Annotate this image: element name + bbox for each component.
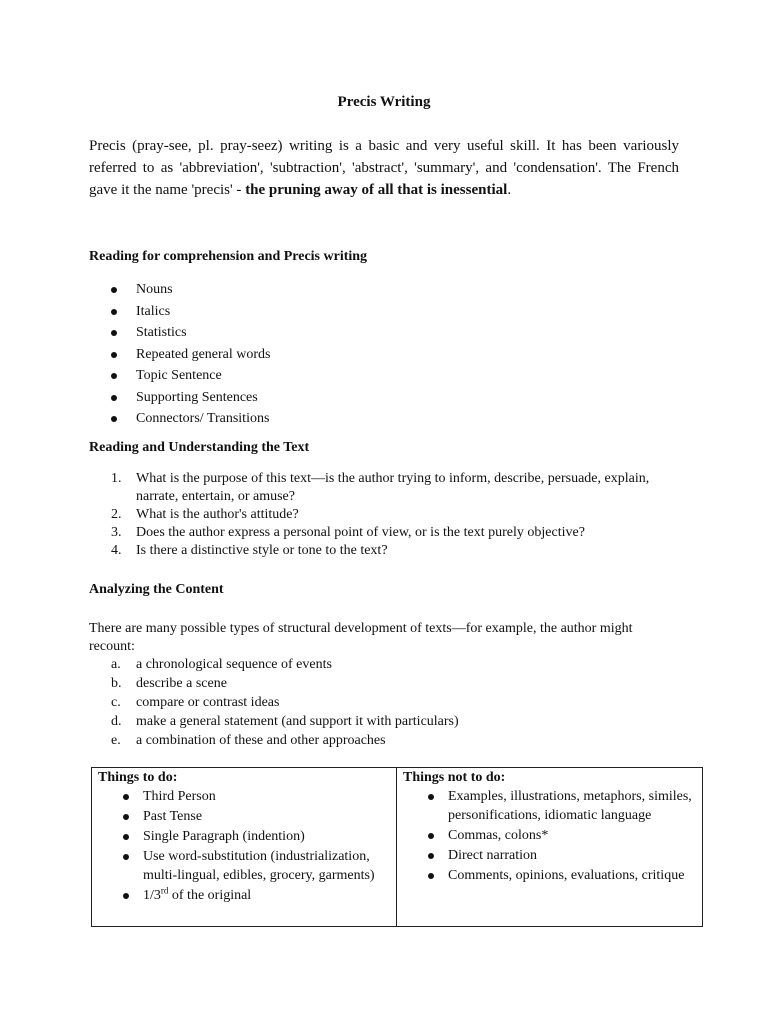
dos-and-donts-table	[91, 767, 703, 927]
comprehension-list	[89, 279, 271, 430]
list-item	[89, 542, 679, 560]
list-item-text: Commas, colons*	[448, 828, 549, 843]
things-to-do-heading: Things to do:	[98, 770, 178, 785]
page-title: Precis Writing	[337, 94, 431, 110]
bullet-icon	[123, 834, 129, 840]
section-heading-comprehension: Reading for comprehension and Precis writing	[89, 249, 368, 264]
list-item-text: 1/3	[143, 888, 161, 903]
bullet-icon	[428, 873, 434, 879]
list-item-marker: 3.	[111, 525, 122, 540]
list-item-text: compare or contrast ideas	[136, 695, 280, 710]
list-item-marker: a.	[111, 657, 121, 672]
list-item-marker: 1.	[111, 471, 122, 486]
things-not-to-do-list	[403, 787, 696, 885]
bullet-icon	[123, 794, 129, 800]
list-item	[403, 787, 696, 825]
list-item	[89, 506, 679, 524]
bullet-icon	[111, 287, 117, 293]
section-heading-understanding: Reading and Understanding the Text	[89, 440, 310, 455]
list-item-text: Direct narration	[448, 848, 538, 863]
list-item-marker: 4.	[111, 543, 122, 558]
list-item-marker: e.	[111, 733, 121, 748]
list-item	[89, 655, 679, 674]
things-not-to-do-column	[397, 768, 702, 926]
list-item-marker: b.	[111, 676, 122, 691]
structure-types-list	[89, 655, 679, 750]
list-item	[403, 846, 696, 865]
bullet-icon	[111, 330, 117, 336]
list-item	[89, 693, 679, 712]
list-item-text: Is there a distinctive style or tone to the text?	[136, 543, 388, 558]
list-item-text: Examples, illustrations, metaphors, similes, personifications, idiomatic language	[448, 789, 692, 823]
list-item	[89, 344, 271, 366]
list-item-marker: d.	[111, 714, 122, 729]
list-item-text: a chronological sequence of events	[136, 657, 332, 672]
intro-text: Precis (pray-see, pl. pray-seez) writing is a basic and very useful skill. It has been variously referred to as 'abbreviation', 'subtraction', 'abstract', 'summary', and 'condensation'. The French gave it the name 'precis' -	[89, 138, 679, 198]
list-item	[89, 470, 679, 506]
list-item	[89, 524, 679, 542]
list-item-marker: 2.	[111, 507, 122, 522]
list-item-text: Past Tense	[143, 809, 203, 824]
list-item-text-tail: of the original	[168, 888, 252, 903]
list-item-text: Connectors/ Transitions	[136, 411, 270, 426]
bullet-icon	[111, 373, 117, 379]
list-item-text: a combination of these and other approaches	[136, 733, 386, 748]
list-item-text: What is the author's attitude?	[136, 507, 299, 522]
list-item	[98, 886, 390, 905]
list-item-superscript: rd	[160, 885, 169, 896]
intro-bold-text: the pruning away of all that is inessential	[245, 182, 508, 198]
list-item	[89, 408, 271, 430]
list-item-text: Nouns	[136, 282, 173, 297]
bullet-icon	[111, 352, 117, 358]
section-heading-analyzing: Analyzing the Content	[89, 582, 224, 597]
list-item	[89, 301, 271, 323]
list-item-text: Use word-substitution (industrialization, multi-lingual, edibles, grocery, garments)	[143, 849, 375, 883]
list-item-text: Supporting Sentences	[136, 389, 258, 405]
understanding-list	[89, 470, 679, 560]
list-item-text: Does the author express a personal point of view, or is the text purely objective?	[136, 525, 585, 540]
bullet-icon	[123, 854, 129, 860]
bullet-icon	[111, 395, 117, 401]
list-item-text: Repeated general words	[136, 346, 271, 362]
bullet-icon	[111, 416, 117, 422]
bullet-icon	[111, 309, 117, 315]
things-to-do-list	[98, 787, 390, 905]
bullet-icon	[428, 833, 434, 839]
list-item	[98, 787, 390, 806]
list-item-text: Statistics	[136, 325, 187, 340]
intro-paragraph	[89, 135, 679, 201]
list-item	[89, 322, 271, 344]
bullet-icon	[428, 853, 434, 859]
list-item-marker: c.	[111, 695, 121, 710]
list-item	[89, 387, 271, 409]
bullet-icon	[123, 893, 129, 899]
list-item-text: Third Person	[143, 789, 216, 804]
analyzing-paragraph: There are many possible types of structural development of texts—for example, the author might recount:	[89, 621, 633, 654]
list-item	[403, 866, 696, 885]
bullet-icon	[123, 814, 129, 820]
list-item-text: Comments, opinions, evaluations, critique	[448, 868, 685, 883]
things-not-to-do-heading: Things not to do:	[403, 770, 506, 785]
list-item	[89, 365, 271, 387]
list-item-text: Single Paragraph (indention)	[143, 829, 305, 844]
list-item	[403, 826, 696, 845]
list-item	[89, 279, 271, 301]
list-item-text: describe a scene	[136, 676, 227, 691]
list-item-text: Topic Sentence	[136, 368, 222, 383]
list-item-text: Italics	[136, 303, 171, 319]
list-item	[98, 807, 390, 826]
things-to-do-column	[92, 768, 397, 926]
list-item	[89, 712, 679, 731]
bullet-icon	[428, 794, 434, 800]
list-item-text: make a general statement (and support it with particulars)	[136, 714, 459, 729]
list-item	[98, 827, 390, 846]
list-item	[89, 731, 679, 750]
list-item	[89, 674, 679, 693]
intro-end: .	[507, 182, 512, 198]
list-item	[98, 847, 390, 885]
list-item-text: What is the purpose of this text—is the author trying to inform, describe, persuade, explain, narrate, entertain, or amuse?	[136, 471, 650, 504]
